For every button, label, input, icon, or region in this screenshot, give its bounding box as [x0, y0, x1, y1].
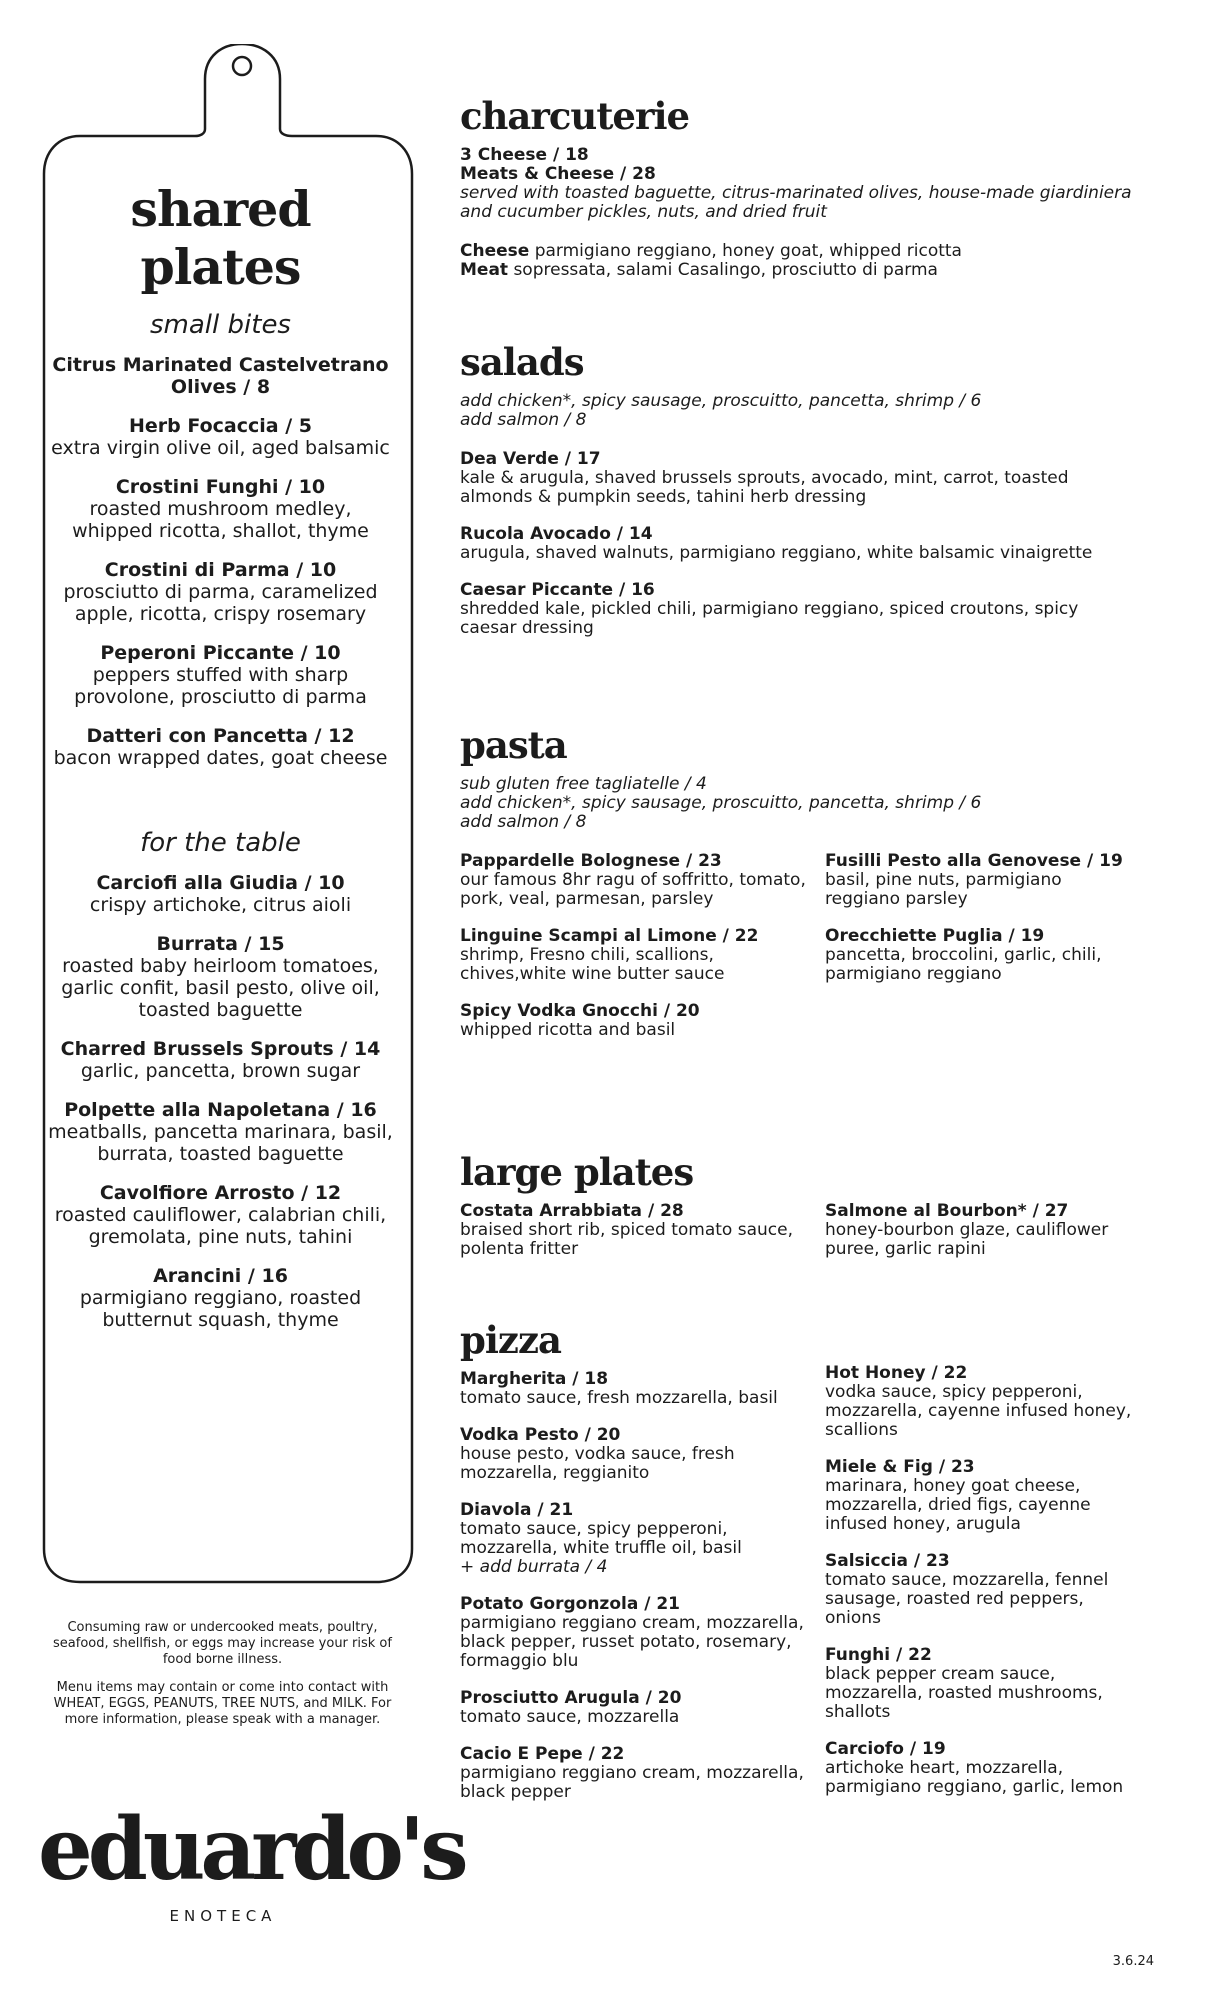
- menu-item: [48, 725, 393, 769]
- menu-item: [460, 1426, 825, 1483]
- pizza-section: [460, 1320, 1140, 1820]
- item-name: Polpette alla Napoletana / 16: [64, 1099, 377, 1121]
- pasta-gluten-free: sub gluten free tagliatelle / 4: [460, 774, 707, 794]
- menu-item: [460, 525, 1140, 563]
- restaurant-logo: [38, 1799, 464, 1925]
- item-desc: bacon wrapped dates, goat cheese: [53, 747, 388, 769]
- item-name: Dea Verde / 17: [460, 449, 601, 469]
- item-name: Fusilli Pesto alla Genovese / 19: [825, 851, 1123, 871]
- menu-item: [825, 1458, 1135, 1534]
- menu-item: [825, 1552, 1135, 1628]
- item-addon: + add burrata / 4: [460, 1557, 608, 1577]
- cheese-label: Cheese: [460, 241, 530, 261]
- item-name: Margherita / 18: [460, 1369, 609, 1389]
- item-desc: parmigiano reggiano cream, mozzarella, black pepper, russet potato, rosemary, formaggio blu: [460, 1613, 804, 1671]
- item-desc: prosciutto di parma, caramelized apple, ricotta, crispy rosemary: [63, 581, 378, 625]
- charcuterie-meats-cheese: Meats & Cheese / 28: [460, 164, 656, 184]
- charcuterie-served-with: served with toasted baguette, citrus-marinated olives, house-made giardiniera and cucumber pickles, nuts, and dried fruit: [460, 183, 1132, 222]
- item-desc: black pepper cream sauce, mozzarella, roasted mushrooms, shallots: [825, 1664, 1103, 1722]
- item-name: Potato Gorgonzola / 21: [460, 1594, 681, 1614]
- pizza-right-column: [825, 1364, 1135, 1820]
- item-desc: our famous 8hr ragu of soffritto, tomato, pork, veal, parmesan, parsley: [460, 870, 806, 909]
- item-name: Prosciutto Arugula / 20: [460, 1688, 682, 1708]
- item-desc: tomato sauce, mozzarella: [460, 1707, 680, 1727]
- menu-item: [825, 1740, 1135, 1797]
- allergy-notes: [40, 1620, 405, 1740]
- item-name: Crostini Funghi / 10: [115, 476, 326, 498]
- item-desc: tomato sauce, fresh mozzarella, basil: [460, 1388, 778, 1408]
- item-name: Crostini di Parma / 10: [104, 559, 337, 581]
- item-name: Citrus Marinated Castelvetrano Olives / 8: [52, 354, 389, 398]
- item-desc: tomato sauce, mozzarella, fennel sausage, roasted red peppers, onions: [825, 1570, 1109, 1628]
- item-desc: pancetta, broccolini, garlic, chili, parmigiano reggiano: [825, 945, 1102, 984]
- menu-item: [48, 1265, 393, 1331]
- small-bites-list: [48, 354, 393, 769]
- salads-add-protein: add chicken*, spicy sausage, proscuitto, pancetta, shrimp / 6: [460, 391, 982, 411]
- item-name: Miele & Fig / 23: [825, 1457, 975, 1477]
- charcuterie-heading: charcuterie: [460, 94, 690, 138]
- item-desc: crispy artichoke, citrus aioli: [89, 894, 352, 916]
- menu-item: [48, 476, 393, 542]
- menu-item: [460, 1745, 825, 1802]
- salads-section: [460, 342, 1140, 656]
- menu-item: [460, 450, 1140, 507]
- item-desc: extra virgin olive oil, aged balsamic: [51, 437, 390, 459]
- menu-item: [48, 1038, 393, 1082]
- logo-subtitle: ENOTECA: [169, 1907, 277, 1925]
- pasta-columns: [460, 852, 1140, 1058]
- item-desc: shredded kale, pickled chili, parmigiano reggiano, spiced croutons, spicy caesar dressing: [460, 599, 1079, 638]
- cheese-desc: parmigiano reggiano, honey goat, whipped ricotta: [534, 241, 962, 261]
- item-name: Hot Honey / 22: [825, 1363, 968, 1383]
- menu-item: [48, 354, 393, 398]
- pasta-heading: pasta: [460, 723, 567, 767]
- item-name: Arancini / 16: [153, 1265, 288, 1287]
- menu-item: [48, 872, 393, 916]
- menu-item: [825, 1364, 1135, 1440]
- item-desc: roasted mushroom medley, whipped ricotta, shallot, thyme: [72, 498, 369, 542]
- item-desc: basil, pine nuts, parmigiano reggiano parsley: [825, 870, 1062, 909]
- salads-add-salmon: add salmon / 8: [460, 410, 587, 430]
- item-name: Peperoni Piccante / 10: [100, 642, 341, 664]
- item-name: Vodka Pesto / 20: [460, 1425, 621, 1445]
- menu-item: [48, 415, 393, 459]
- charcuterie-cheese-row: [460, 242, 1140, 261]
- menu-item: [460, 1595, 825, 1671]
- item-name: Orecchiette Puglia / 19: [825, 926, 1045, 946]
- item-desc: roasted cauliflower, calabrian chili, gremolata, pine nuts, tahini: [54, 1204, 387, 1248]
- item-desc: house pesto, vodka sauce, fresh mozzarella, reggianito: [460, 1444, 735, 1483]
- menu-item: [460, 1501, 825, 1577]
- pasta-add-protein: add chicken*, spicy sausage, proscuitto, pancetta, shrimp / 6: [460, 793, 982, 813]
- item-desc: kale & arugula, shaved brussels sprouts, avocado, mint, carrot, toasted almonds & pumpkin seeds, tahini herb dressing: [460, 468, 1069, 507]
- large-plates-columns: [460, 1202, 1140, 1277]
- pizza-heading: pizza: [460, 1318, 561, 1362]
- menu-item: [48, 559, 393, 625]
- item-desc: shrimp, Fresno chili, scallions, chives,white wine butter sauce: [460, 945, 725, 984]
- pasta-right-column: [825, 852, 1135, 1058]
- menu-item: [460, 852, 825, 909]
- item-desc: parmigiano reggiano cream, mozzarella, black pepper: [460, 1763, 804, 1802]
- item-name: Burrata / 15: [156, 933, 285, 955]
- item-name: Rucola Avocado / 14: [460, 524, 653, 544]
- shared-plates-panel: [48, 180, 393, 1348]
- menu-item: [460, 1370, 825, 1408]
- item-name: Salmone al Bourbon* / 27: [825, 1201, 1069, 1221]
- menu-item: [460, 581, 1140, 638]
- menu-item: [460, 927, 825, 984]
- charcuterie-meat-row: [460, 261, 1140, 280]
- item-name: Costata Arrabbiata / 28: [460, 1201, 684, 1221]
- item-desc: roasted baby heirloom tomatoes, garlic confit, basil pesto, olive oil, toasted baguette: [61, 955, 380, 1021]
- salads-heading: salads: [460, 340, 584, 384]
- item-name: Cavolfiore Arrosto / 12: [99, 1182, 342, 1204]
- item-name: Carciofi alla Giudia / 10: [96, 872, 345, 894]
- shared-plates-title: shared plates: [130, 180, 311, 296]
- logo-wordmark: eduardo's: [38, 1799, 464, 1900]
- item-desc: parmigiano reggiano, roasted butternut squash, thyme: [79, 1287, 362, 1331]
- item-name: Diavola / 21: [460, 1500, 574, 1520]
- item-name: Carciofo / 19: [825, 1739, 946, 1759]
- pasta-section: [460, 725, 1140, 1058]
- item-name: Linguine Scampi al Limone / 22: [460, 926, 759, 946]
- item-desc: marinara, honey goat cheese, mozzarella, dried figs, cayenne infused honey, arugula: [825, 1476, 1091, 1534]
- item-desc: arugula, shaved walnuts, parmigiano reggiano, white balsamic vinaigrette: [460, 543, 1093, 563]
- item-name: Salsiccia / 23: [825, 1551, 950, 1571]
- menu-item: [825, 852, 1135, 909]
- item-desc: honey-bourbon glaze, cauliflower puree, garlic rapini: [825, 1220, 1109, 1259]
- item-desc: vodka sauce, spicy pepperoni, mozzarella, cayenne infused honey, scallions: [825, 1382, 1132, 1440]
- item-name: Funghi / 22: [825, 1645, 932, 1665]
- for-the-table-list: [48, 872, 393, 1331]
- for-the-table-heading: for the table: [140, 828, 301, 858]
- charcuterie-3-cheese: 3 Cheese / 18: [460, 145, 589, 165]
- item-name: Pappardelle Bolognese / 23: [460, 851, 722, 871]
- pizza-left-column: [460, 1370, 825, 1820]
- menu-item: [48, 933, 393, 1021]
- item-name: Datteri con Pancetta / 12: [86, 725, 355, 747]
- item-desc: tomato sauce, spicy pepperoni, mozzarella, white truffle oil, basil: [460, 1519, 742, 1558]
- item-name: Spicy Vodka Gnocchi / 20: [460, 1001, 700, 1021]
- item-name: Charred Brussels Sprouts / 14: [60, 1038, 381, 1060]
- salads-list: [460, 450, 1140, 638]
- menu-item: [825, 927, 1135, 984]
- item-desc: garlic, pancetta, brown sugar: [80, 1060, 361, 1082]
- item-name: Caesar Piccante / 16: [460, 580, 655, 600]
- pasta-add-salmon: add salmon / 8: [460, 812, 587, 832]
- large-plate-item: [460, 1202, 825, 1259]
- item-desc: whipped ricotta and basil: [460, 1020, 676, 1040]
- item-desc: peppers stuffed with sharp provolone, prosciutto di parma: [74, 664, 367, 708]
- allergen-warning: Menu items may contain or come into contact with WHEAT, EGGS, PEANUTS, TREE NUTS, and MILK. For more information, please speak with a manager.: [53, 1680, 392, 1727]
- menu-date: 3.6.24: [1112, 1954, 1154, 1969]
- item-name: Cacio E Pepe / 22: [460, 1744, 625, 1764]
- raw-food-warning: Consuming raw or undercooked meats, poultry, seafood, shellfish, or eggs may increase your risk of food borne illness.: [53, 1620, 392, 1667]
- small-bites-heading: small bites: [150, 310, 291, 340]
- menu-item: [48, 1182, 393, 1248]
- menu-item: [825, 1646, 1135, 1722]
- item-desc: braised short rib, spiced tomato sauce, polenta fritter: [460, 1220, 793, 1259]
- menu-item: [48, 1099, 393, 1165]
- menu-item: [48, 642, 393, 708]
- meat-desc: sopressata, salami Casalingo, prosciutto di parma: [513, 260, 938, 280]
- item-desc: meatballs, pancetta marinara, basil, burrata, toasted baguette: [48, 1121, 393, 1165]
- pizza-columns: [460, 1363, 1140, 1820]
- pasta-left-column: [460, 852, 825, 1058]
- menu-item: [460, 1689, 825, 1727]
- item-desc: artichoke heart, mozzarella, parmigiano reggiano, garlic, lemon: [825, 1758, 1124, 1797]
- charcuterie-section: [460, 96, 1140, 280]
- large-plates-heading: large plates: [460, 1150, 694, 1194]
- menu-item: [460, 1002, 825, 1040]
- meat-label: Meat: [460, 260, 509, 280]
- large-plates-section: [460, 1152, 1140, 1277]
- item-name: Herb Focaccia / 5: [129, 415, 312, 437]
- large-plate-item: [825, 1202, 1135, 1259]
